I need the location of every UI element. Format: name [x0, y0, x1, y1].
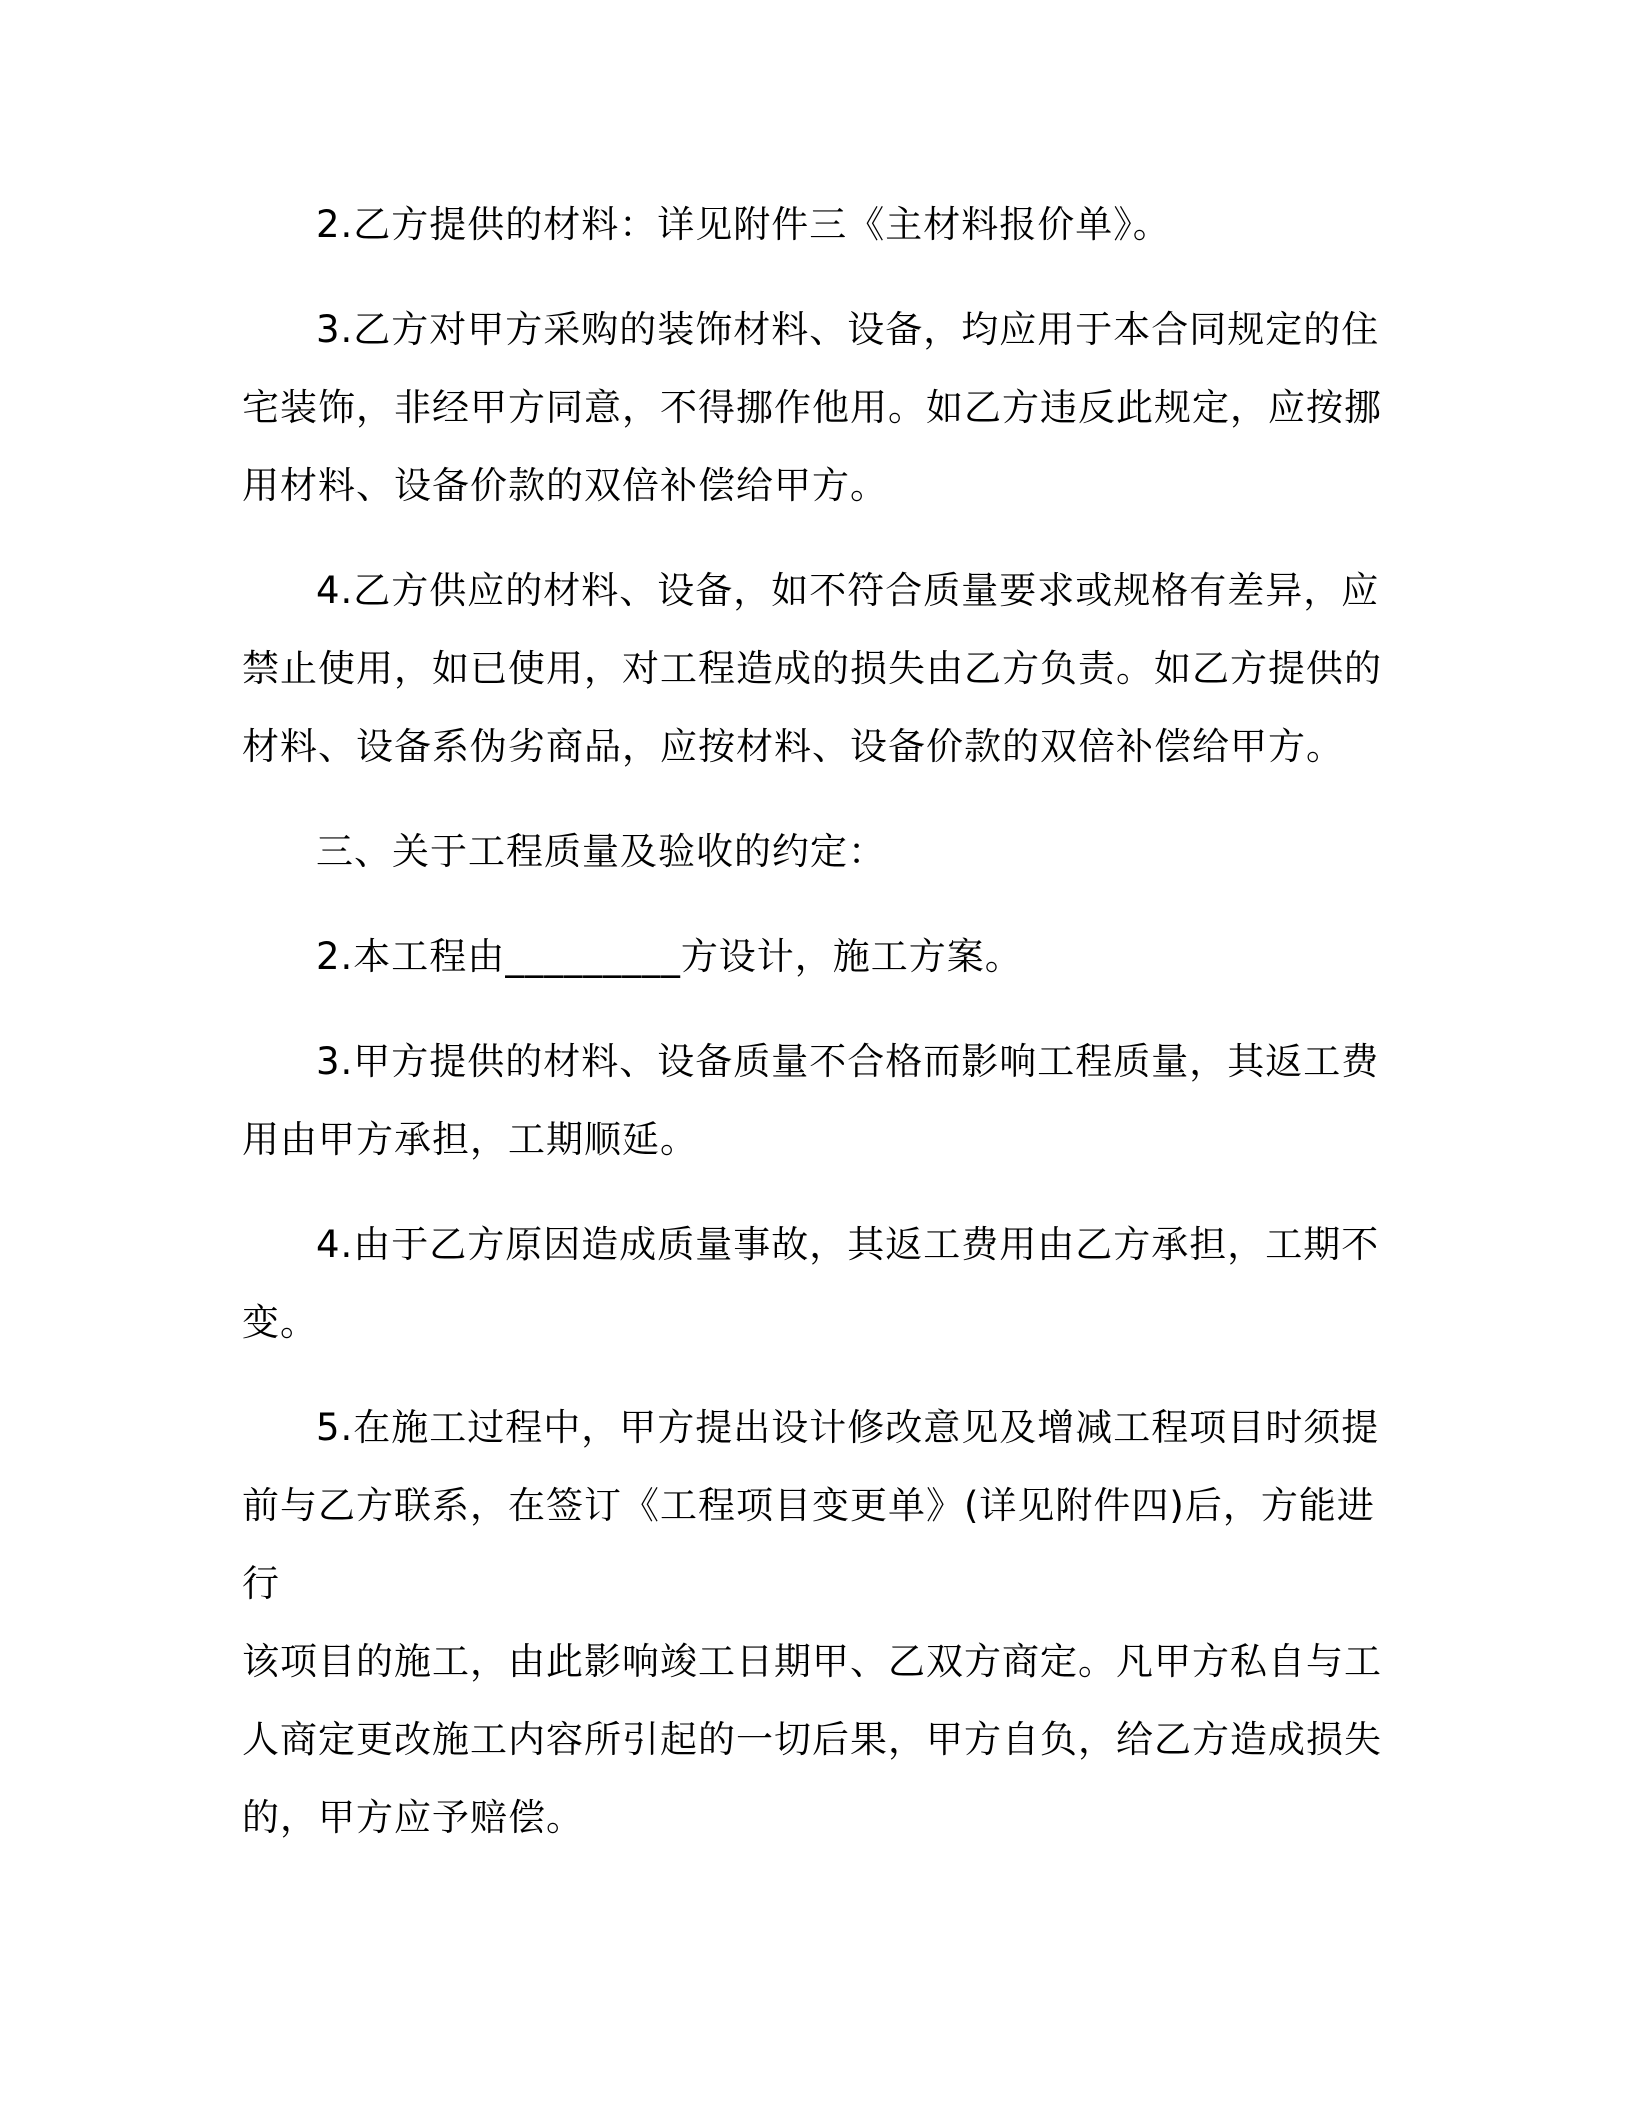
paragraph-party-b-accident — [242, 1206, 1412, 1362]
paragraph-design-party — [242, 918, 1412, 996]
section-heading: 三、关于工程质量及验收的约定： — [316, 830, 886, 873]
paragraph-materials-quality — [242, 552, 1412, 786]
text-line: 宅装饰，非经甲方同意，不得挪作他用。如乙方违反此规定，应按挪 — [242, 386, 1382, 429]
design-prefix: 2.本工程由 — [316, 935, 506, 978]
text-line: 该项目的施工，由此影响竣工日期甲、乙双方商定。凡甲方私自与工 — [242, 1640, 1382, 1683]
text-line: 4.乙方供应的材料、设备，如不符合质量要求或规格有差异，应 — [316, 569, 1380, 612]
text-line: 4.由于乙方原因造成质量事故，其返工费用由乙方承担，工期不 — [316, 1223, 1380, 1266]
text-line: 2.乙方提供的材料：详见附件三《主材料报价单》。 — [316, 203, 1171, 246]
document-body — [242, 186, 1412, 1884]
text-line: 禁止使用，如已使用，对工程造成的损失由乙方负责。如乙方提供的 — [242, 647, 1382, 690]
text-line: 人商定更改施工内容所引起的一切后果，甲方自负，给乙方造成损失 — [242, 1718, 1382, 1761]
section-heading-quality-acceptance — [242, 813, 1412, 891]
design-blank: _________ — [505, 935, 681, 978]
text-line: 前与乙方联系，在签订《工程项目变更单》(详见附件四)后，方能进行 — [242, 1484, 1375, 1605]
text-line — [242, 918, 1412, 996]
text-line: 用材料、设备价款的双倍补偿给甲方。 — [242, 464, 888, 507]
paragraph-party-a-materials — [242, 1023, 1412, 1179]
paragraph-materials-supplied — [242, 186, 1412, 264]
text-line: 5.在施工过程中，甲方提出设计修改意见及增减工程项目时须提 — [316, 1406, 1380, 1449]
paragraph-materials-use — [242, 291, 1412, 525]
text-line: 3.甲方提供的材料、设备质量不合格而影响工程质量，其返工费 — [316, 1040, 1380, 1083]
text-line: 材料、设备系伪劣商品，应按材料、设备价款的双倍补偿给甲方。 — [242, 725, 1344, 768]
text-line: 变。 — [242, 1301, 318, 1344]
text-line: 3.乙方对甲方采购的装饰材料、设备，均应用于本合同规定的住 — [316, 308, 1380, 351]
text-line: 用由甲方承担，工期顺延。 — [242, 1118, 698, 1161]
design-suffix: 方设计，施工方案。 — [680, 935, 1023, 978]
text-line: 的，甲方应予赔偿。 — [242, 1796, 584, 1839]
paragraph-design-changes — [242, 1389, 1412, 1857]
